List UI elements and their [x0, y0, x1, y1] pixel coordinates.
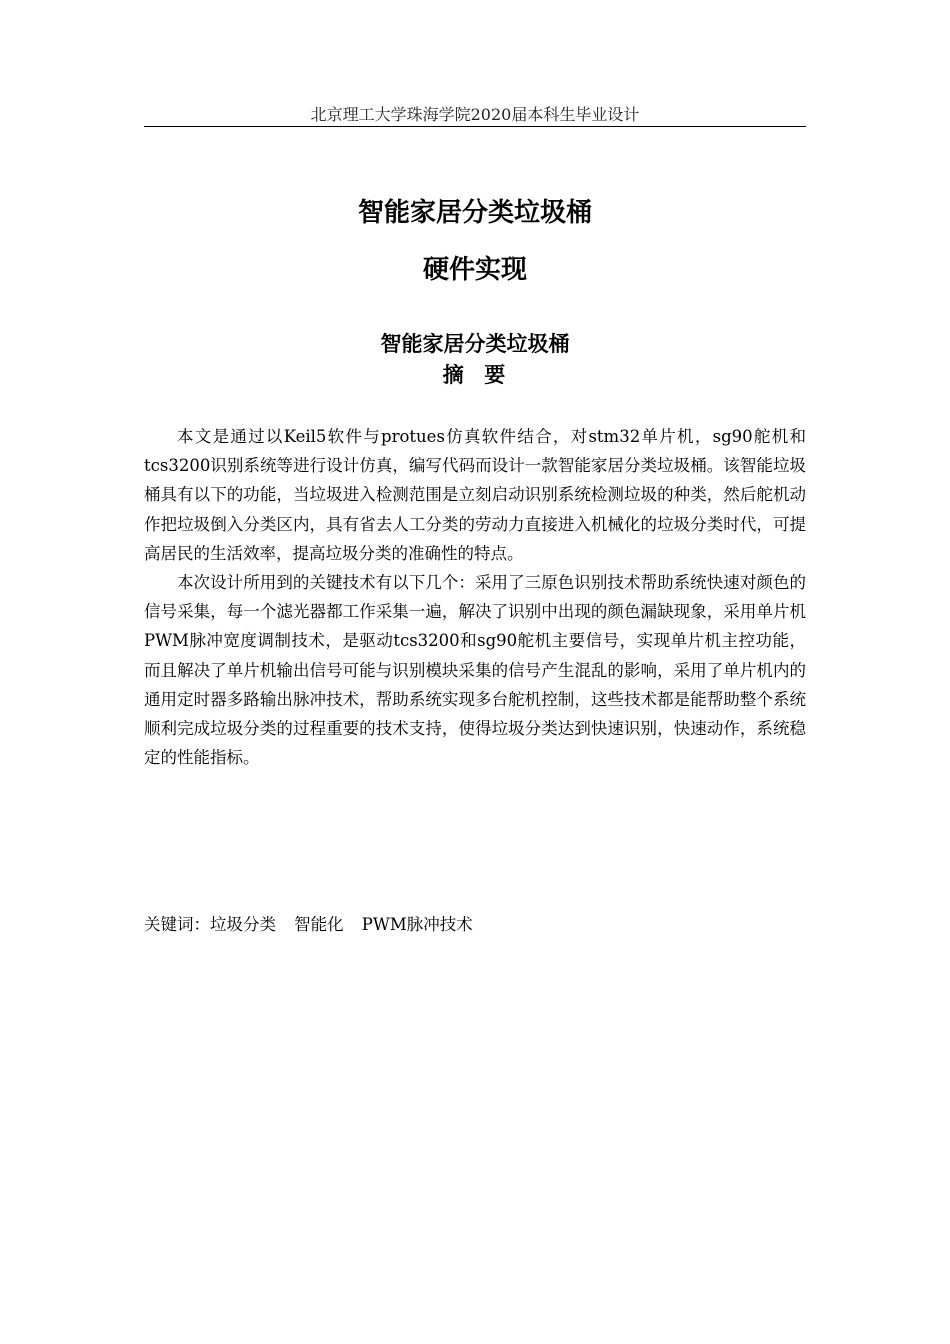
- document-title: 智能家居分类垃圾桶: [357, 198, 592, 228]
- abstract-heading: 摘 要: [442, 363, 508, 387]
- document-subtitle: 硬件实现: [422, 255, 527, 285]
- abstract-body: [144, 422, 806, 772]
- header-rule: [144, 126, 806, 127]
- abstract-title: 智能家居分类垃圾桶: [380, 332, 570, 356]
- running-header: 北京理工大学珠海学院2020届本科生毕业设计: [310, 105, 640, 124]
- keyword-item: PWM脉冲技术: [361, 915, 473, 934]
- keywords-label: 关键词：: [144, 915, 210, 934]
- keywords: [144, 912, 473, 938]
- keyword-item: 垃圾分类: [210, 915, 276, 934]
- keyword-item: 智能化: [294, 915, 344, 934]
- abstract-paragraph-2: 本次设计所用到的关键技术有以下几个：采用了三原色识别技术帮助系统快速对颜色的信号采集，每一个滤光器都工作采集一遍，解决了识别中出现的颜色漏缺现象，采用单片机PWM脉冲宽度调制技术，是驱动tcs3200和sg90舵机主要信号，实现单片机主控功能，而且解决了单片机输出信号可能与识别模块采集的信号产生混乱的影响，采用了单片机内的通用定时器多路输出脉冲技术，帮助系统实现多台舵机控制，这些技术都是能帮助整个系统顺利完成垃圾分类的过程重要的技术支持，使得垃圾分类达到快速识别，快速动作，系统稳定的性能指标。: [144, 573, 806, 768]
- abstract-paragraph-1: 本文是通过以Keil5软件与protues仿真软件结合，对stm32单片机，sg90舵机和tcs3200识别系统等进行设计仿真，编写代码而设计一款智能家居分类垃圾桶。该智能垃圾桶具有以下的功能，当垃圾进入检测范围是立刻启动识别系统检测垃圾的种类，然后舵机动作把垃圾倒入分类区内，具有省去人工分类的劳动力直接进入机械化的垃圾分类时代，可提高居民的生活效率，提高垃圾分类的准确性的特点。: [144, 427, 806, 563]
